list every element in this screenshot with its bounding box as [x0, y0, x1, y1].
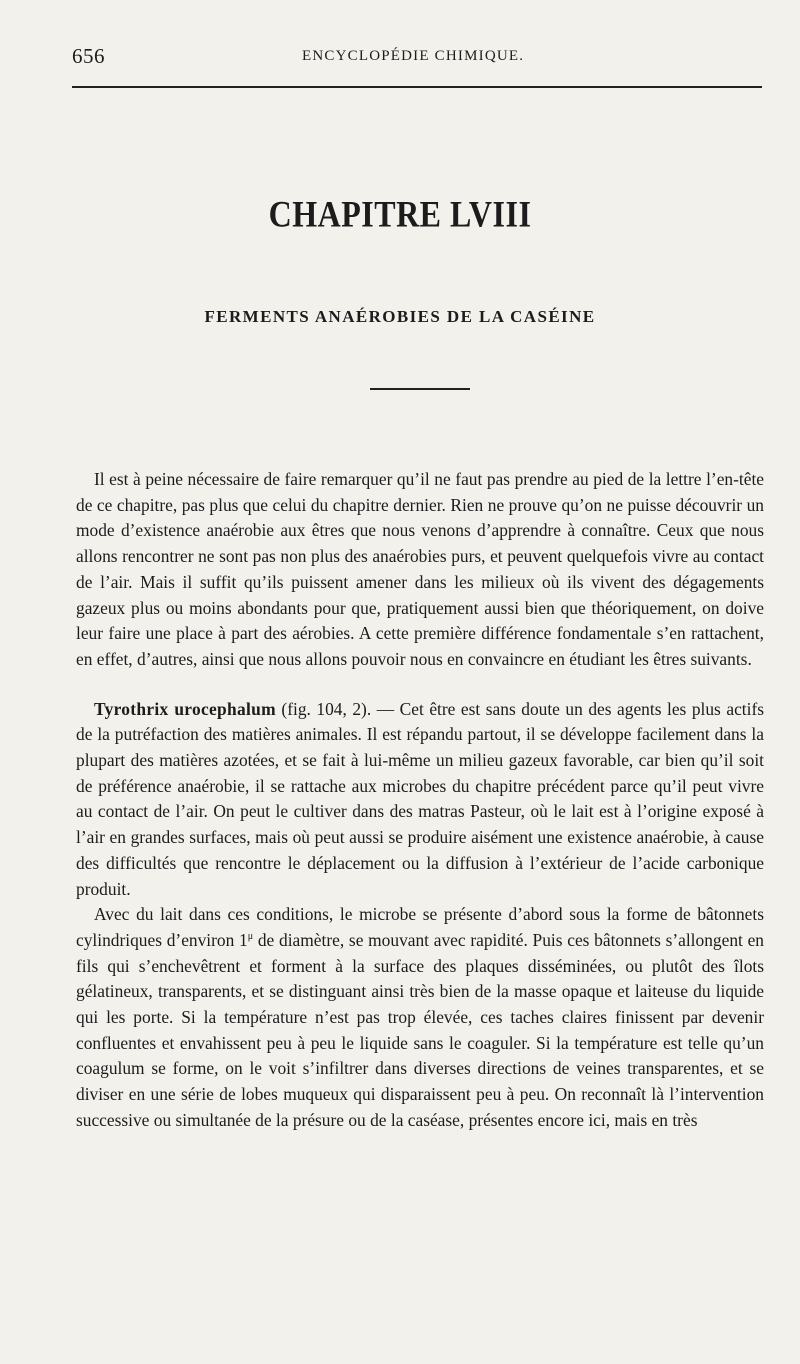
paragraph-spacer — [76, 673, 764, 697]
chapter-subtitle: FERMENTS ANAÉROBIES DE LA CASÉINE — [204, 307, 596, 326]
paragraph-culture — [76, 902, 764, 1133]
figure-reference: (fig. 104, 2). — — [275, 698, 400, 719]
paragraph-tyrothrix-text: Cet être est sans doute un des agents les plus actifs de la putréfaction des matières animales. Il est répandu partout, il se développe facilement dans la plupart des matières azotées, et se fait à lui-même un milieu gazeux favorable, car bien qu’il soit de préférence anaérobie, il se rattache aux microbes du chapitre précédent parce qu’il peut vivre au contact de l’air. On peut le cultiver dans des matras Pasteur, où le lait est à l’origine exposé à l’air en grandes surfaces, mais où peut aussi se produire aisément une existence anaérobie, à cause des difficultés que rencontre le déplacement ou la diffusion à l’extérieur de l’acide carbonique produit. — [76, 698, 765, 899]
section-divider — [370, 388, 470, 390]
paragraph-culture-rest: de diamètre, se mouvant avec rapidité. Puis ces bâtonnets s’allongent en fils qui s’enchevêtrent et forment à la surface des plaques disséminées, ou plutôt des îlots gélatineux, transparents, et se distinguant ainsi très bien de la masse opaque et laiteuse du liquide qui les porte. Si la température n’est pas trop élevée, ces taches claires finissent par devenir confluentes et envahissent peu à peu le liquide sans le coaguler. Si la température est telle qu’un coagulum se forme, on le voit s’infiltrer dans diverses directions de veines transparentes, et se diviser en une série de lobes muqueux qui disparaissent peu à peu. On reconnaît là l’intervention successive ou simultanée de la présure ou de la caséase, présentes encore ici, mais en très — [76, 929, 764, 1130]
species-name: Tyrothrix urocephalum — [94, 698, 276, 719]
micron-unit: μ — [247, 931, 254, 943]
header-rule — [72, 86, 762, 88]
paragraph-culture-start: Avec du lait dans ces conditions, le microbe se présente d’abord sous la forme de bâtonnets cylindriques d’environ 1 — [76, 904, 764, 950]
chapter-title: CHAPITRE LVIII — [268, 193, 532, 235]
running-title: ENCYCLOPÉDIE CHIMIQUE. — [302, 48, 525, 64]
page-number: 656 — [72, 44, 105, 68]
running-head — [72, 44, 760, 68]
paragraph-tyrothrix — [76, 697, 764, 903]
paragraph-intro: Il est à peine nécessaire de faire remarquer qu’il ne faut pas prendre au pied de la lettre l’en-tête de ce chapitre, pas plus que celui du chapitre dernier. Rien ne prouve qu’on ne puisse découvrir un mode d’existence anaérobie aux êtres que nous venons d’apprendre à connaître. Ceux que nous allons rencontrer ne sont pas non plus des anaérobies purs, et peuvent quelquefois vivre au contact de l’air. Mais il suffit qu’ils puissent amener dans les milieux où ils vivent des dégagements gazeux plus ou moins abondants pour que, pratiquement aussi bien que théoriquement, on doive leur faire une place à part des aérobies. A cette première différence fondamentale s’en rattachent, en effet, d’autres, ainsi que nous allons pouvoir nous en convaincre en étudiant les êtres suivants. — [76, 469, 764, 669]
body-text — [76, 467, 764, 1134]
